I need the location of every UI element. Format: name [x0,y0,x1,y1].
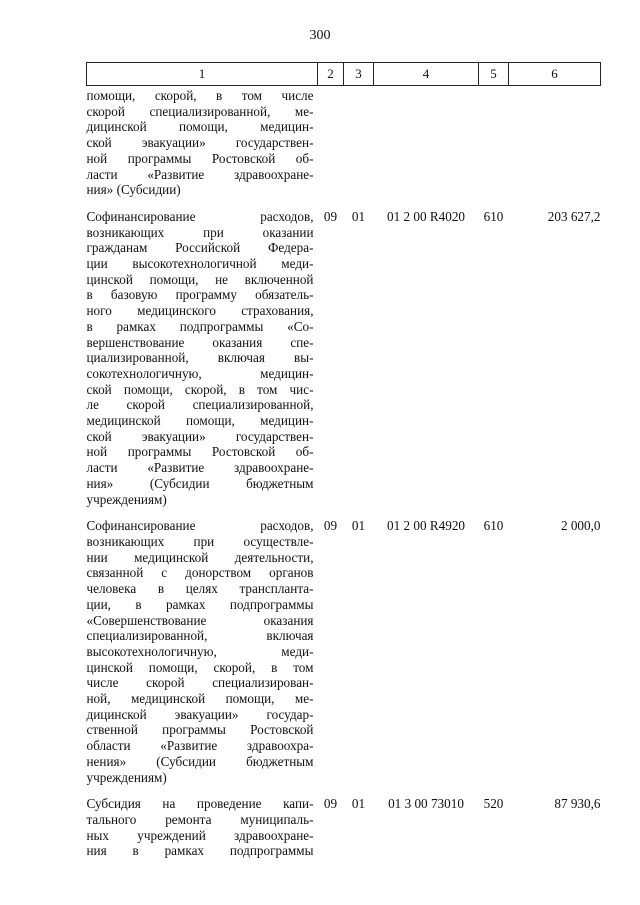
row-description [87,86,318,206]
description-line: скорой специализированной, ме- [86,103,314,119]
description-line: тального ремонта муниципаль- [86,811,314,827]
description-line: числе скорой специализирован- [86,675,314,691]
description-line: цинской помощи, скорой, в том [86,659,314,675]
table-row [87,515,601,793]
header-col-1: 1 [87,63,318,86]
description-line: дицинской помощи, медицин- [86,119,314,135]
row-sum: 2 000,0 [560,518,601,534]
description-line: дицинской эвакуации» государ- [86,706,314,722]
description-line: ласти «Развитие здравоохране- [86,460,314,476]
description-line: ной программы Ростовской об- [86,150,314,166]
description-line: циализированной, включая вы- [86,350,314,366]
description-line: ного медицинского страхования, [86,303,314,319]
description-line: возникающих при оказании [86,224,314,240]
description-line: ния» (Субсидии бюджетным [86,475,314,491]
description-line: учреждениям) [86,769,167,785]
description-line: высокотехнологичную, меди- [86,643,314,659]
description-line: ственной программы Ростовской [86,722,314,738]
description-line: нии медицинской деятельности, [86,549,314,565]
description-line: человека в целях транспланта- [86,581,314,597]
table-header-row [87,63,601,86]
description-line: ции высокотехнологичной меди- [86,256,314,272]
table-row [87,86,601,206]
header-col-3: 3 [344,63,374,86]
description-line: сокотехнологичную, медицин- [86,365,314,381]
description-line: ния в рамках подпрограммы [86,843,314,859]
row-vr: 610 [483,208,504,224]
row-csr: 01 2 00 R4920 [386,518,466,534]
description-line: учреждениям) [86,491,167,507]
row-csr: 01 3 00 73010 [388,796,464,812]
row-pr: 01 [351,208,366,224]
table-row [87,206,601,515]
description-line: «Совершенствование оказания [86,612,314,628]
description-line: медицинской помощи, медицин- [86,413,314,429]
row-vr: 610 [483,518,504,534]
row-sum: 87 930,6 [554,796,601,812]
row-vr: 520 [483,796,504,812]
description-line: ской эвакуации» государствен- [86,135,314,151]
page-number: 300 [309,28,331,43]
description-line: гражданам Российской Федера- [86,240,314,256]
header-col-5: 5 [479,63,509,86]
row-csr [374,86,479,206]
row-rz: 09 [323,518,338,534]
description-line: в рамках подпрограммы «Со- [86,318,314,334]
row-rz: 09 [323,208,338,224]
description-line: помощи, скорой, в том числе [86,88,314,103]
row-sum: 203 627,2 [547,208,601,224]
description-line: ции, в рамках подпрограммы [86,596,314,612]
header-col-4: 4 [374,63,479,86]
header-col-2: 2 [318,63,344,86]
description-line: ле скорой специализированной, [86,397,314,413]
row-csr: 01 2 00 R4020 [386,208,466,224]
row-sum [509,86,601,206]
header-col-6: 6 [509,63,601,86]
description-line: возникающих при осуществле- [86,533,314,549]
description-line: нения» (Субсидии бюджетным [86,753,314,769]
description-line: ской эвакуации» государствен- [86,428,314,444]
row-vr [479,86,509,206]
description-line: ной программы Ростовской об- [86,444,314,460]
row-description [87,206,318,515]
description-line: ных учреждений здравоохране- [86,827,314,843]
description-line: ласти «Развитие здравоохране- [86,166,314,182]
row-pr: 01 [351,796,366,812]
row-rz: 09 [323,796,338,812]
description-line: в базовую программу обязатель- [86,287,314,303]
description-line: ской помощи, скорой, в том чис- [86,381,314,397]
description-line: Софинансирование расходов, [86,518,314,534]
row-description [87,515,318,793]
description-line: связанной с донорством органов [86,565,314,581]
description-line: ния» (Субсидии) [86,182,181,198]
description-line: вершенствование оказания спе- [86,334,314,350]
description-line: Субсидия на проведение капи- [86,796,314,812]
description-line: цинской помощи, не включенной [86,271,314,287]
description-line: Софинансирование расходов, [86,208,314,224]
row-pr [344,86,374,206]
description-line: ной, медицинской помощи, ме- [86,691,314,707]
row-rz [318,86,344,206]
row-pr: 01 [351,518,366,534]
description-line: области «Развитие здравоохра- [86,738,314,754]
row-description [87,793,318,867]
budget-table [86,62,601,867]
description-line: специализированной, включая [86,628,314,644]
table-row [87,793,601,867]
